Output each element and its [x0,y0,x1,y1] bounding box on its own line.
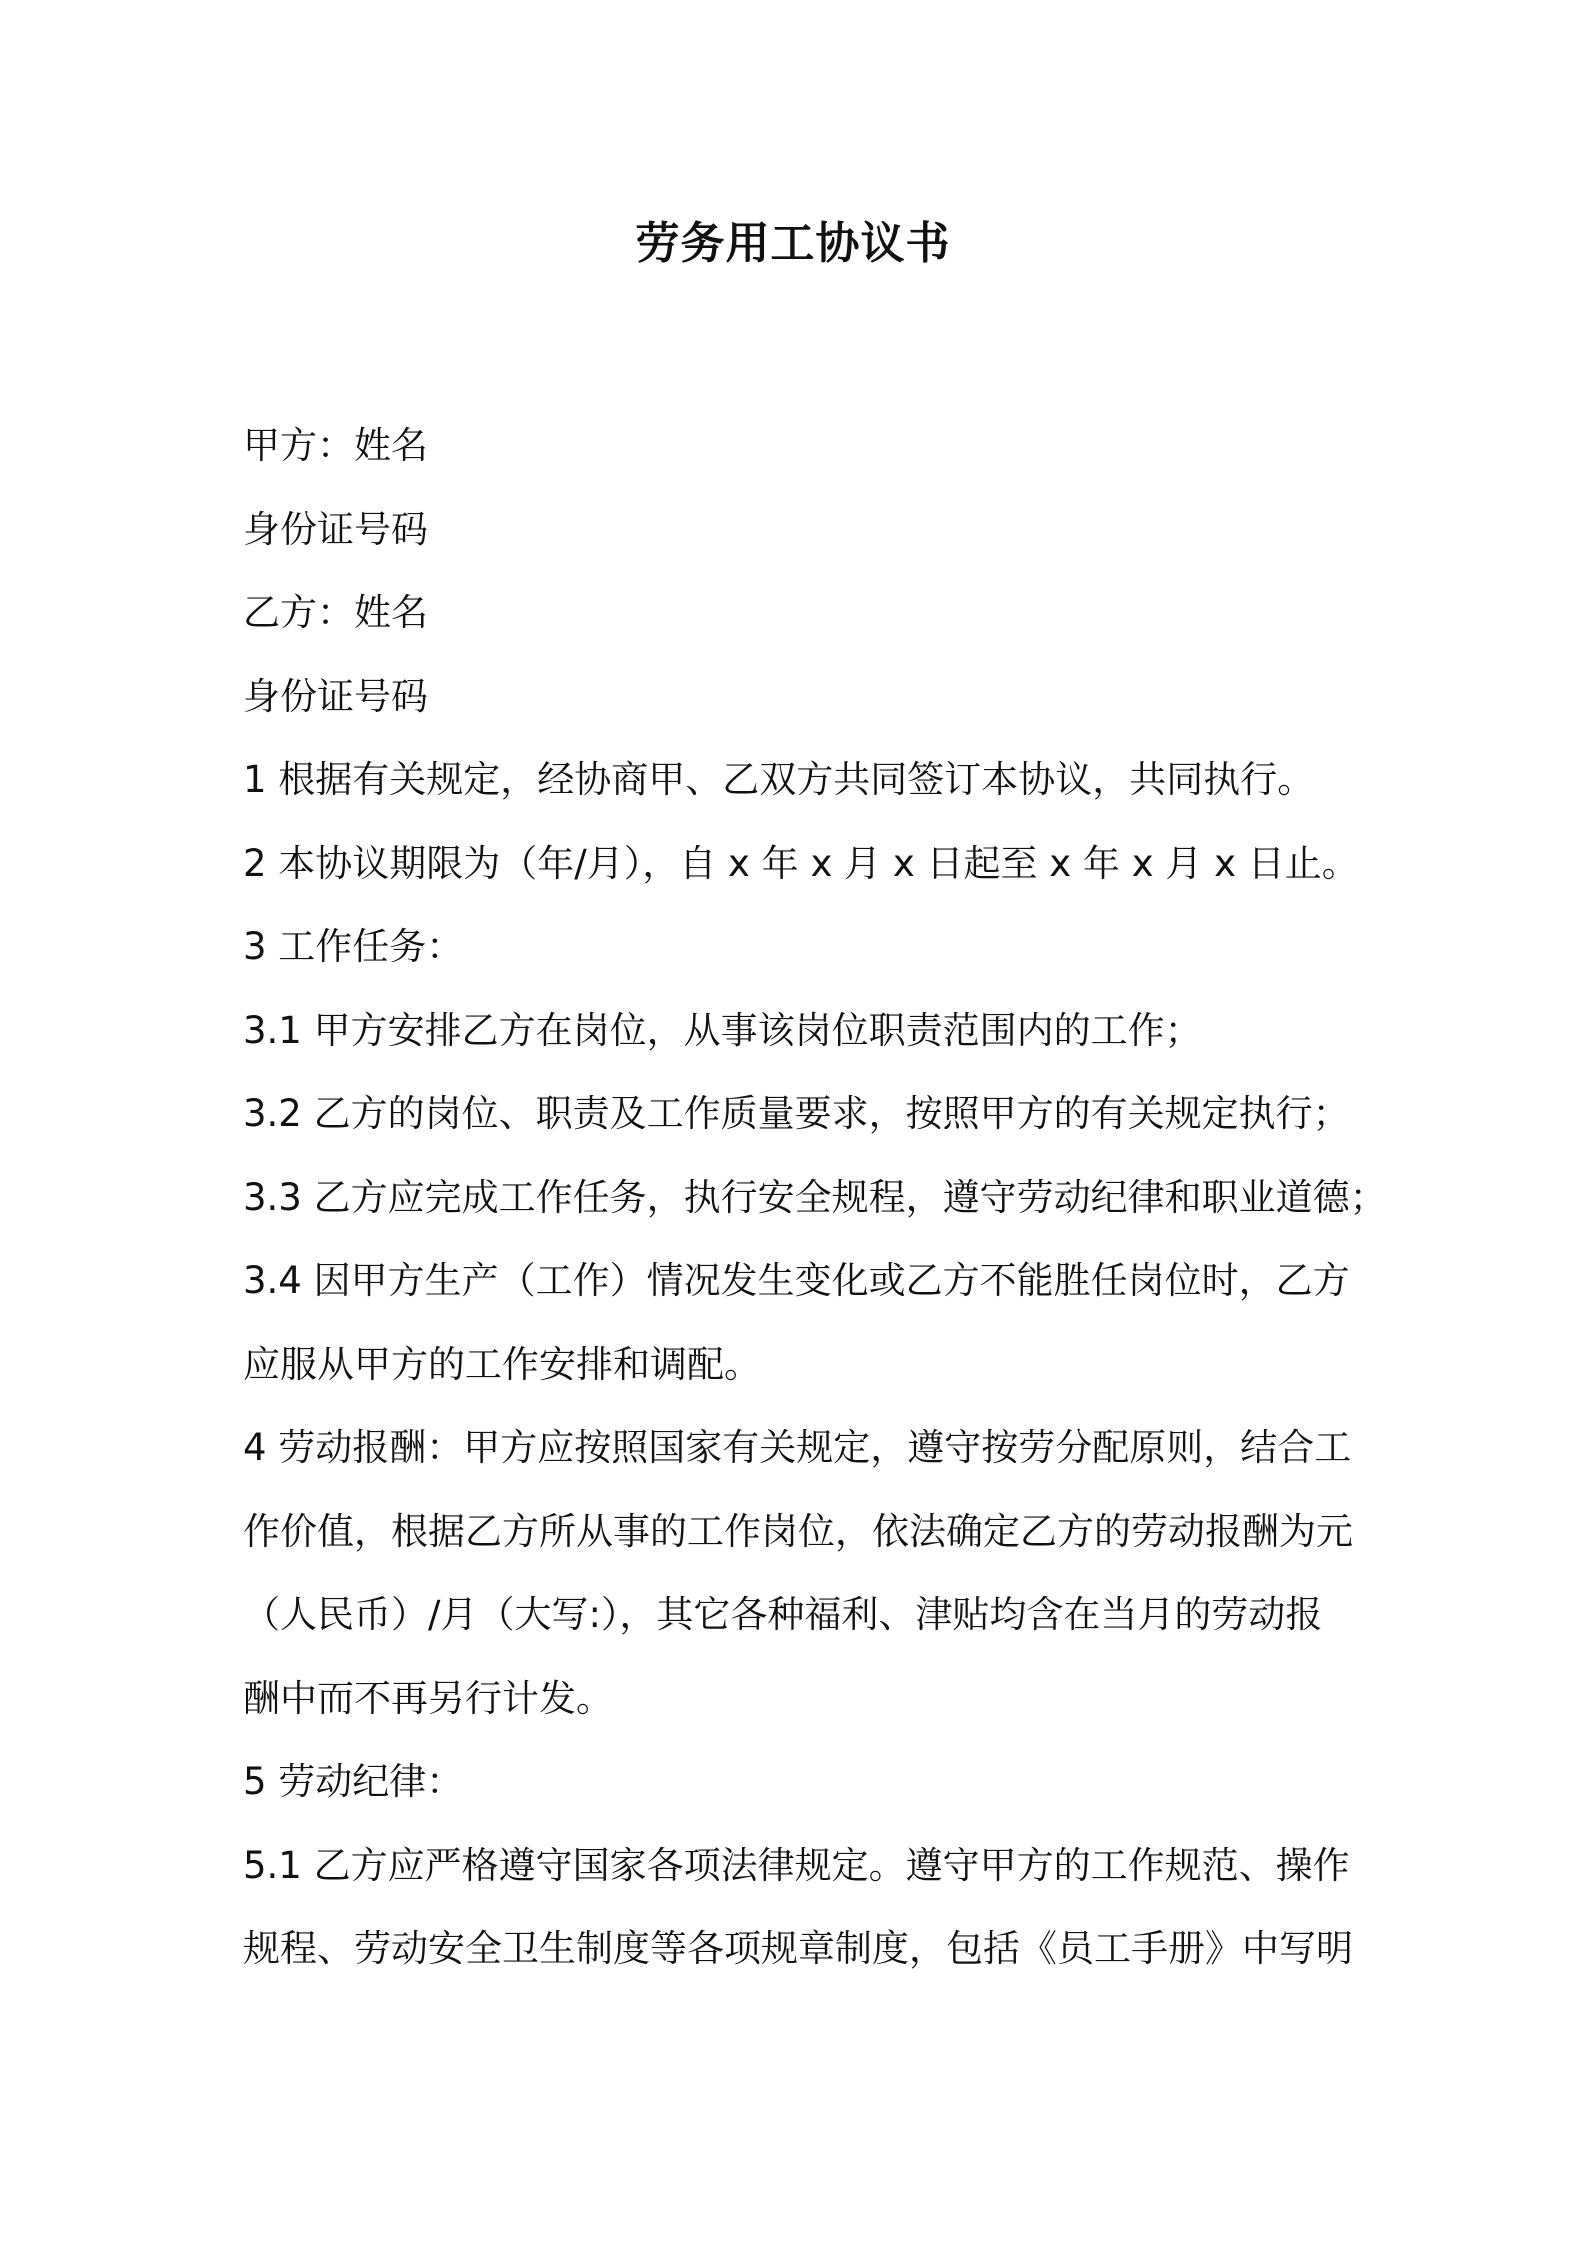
clause-4-line-1: 4 劳动报酬：甲方应按照国家有关规定，遵守按劳分配原则，结合工 [243,1426,1352,1469]
clause-3-4-line-1: 3.4 因甲方生产（工作）情况发生变化或乙方不能胜任岗位时，乙方 [243,1259,1350,1302]
party-b-id-line: 身份证号码 [243,674,428,718]
clause-4-line-3: （人民币）/月（大写:），其它各种福利、津贴均含在当月的劳动报 [243,1593,1323,1636]
clause-3-heading: 3 工作任务： [243,925,464,968]
clause-4-line-4: 酬中而不再另行计发。 [243,1676,613,1720]
document-title: 劳务用工协议书 [635,218,951,269]
clause-1: 1 根据有关规定，经协商甲、乙双方共同签订本协议，共同执行。 [243,758,1315,801]
clause-3-2: 3.2 乙方的岗位、职责及工作质量要求，按照甲方的有关规定执行； [243,1092,1350,1135]
clause-4-line-2: 作价值，根据乙方所从事的工作岗位，依法确定乙方的劳动报酬为元 [243,1509,1353,1553]
party-b-name-line: 乙方：姓名 [243,591,428,634]
party-a-id-line: 身份证号码 [243,507,428,551]
clause-2: 2 本协议期限为（年/月），自 x 年 x 月 x 日起至 x 年 x 月 x 日止。 [243,841,1359,885]
clause-3-3: 3.3 乙方应完成工作任务，执行安全规程，遵守劳动纪律和职业道德； [243,1175,1387,1219]
party-a-name-line: 甲方：姓名 [243,424,428,467]
clause-3-1: 3.1 甲方安排乙方在岗位，从事该岗位职责范围内的工作； [243,1008,1202,1052]
clause-3-4-line-2: 应服从甲方的工作安排和调配。 [243,1342,761,1386]
clause-5-heading: 5 劳动纪律： [243,1760,464,1803]
document-body [243,404,1387,1991]
clause-5-1-line-2: 规程、劳动安全卫生制度等各项规章制度，包括《员工手册》中写明 [243,1927,1353,1970]
clause-5-1-line-1: 5.1 乙方应严格遵守国家各项法律规定。遵守甲方的工作规范、操作 [243,1843,1350,1887]
